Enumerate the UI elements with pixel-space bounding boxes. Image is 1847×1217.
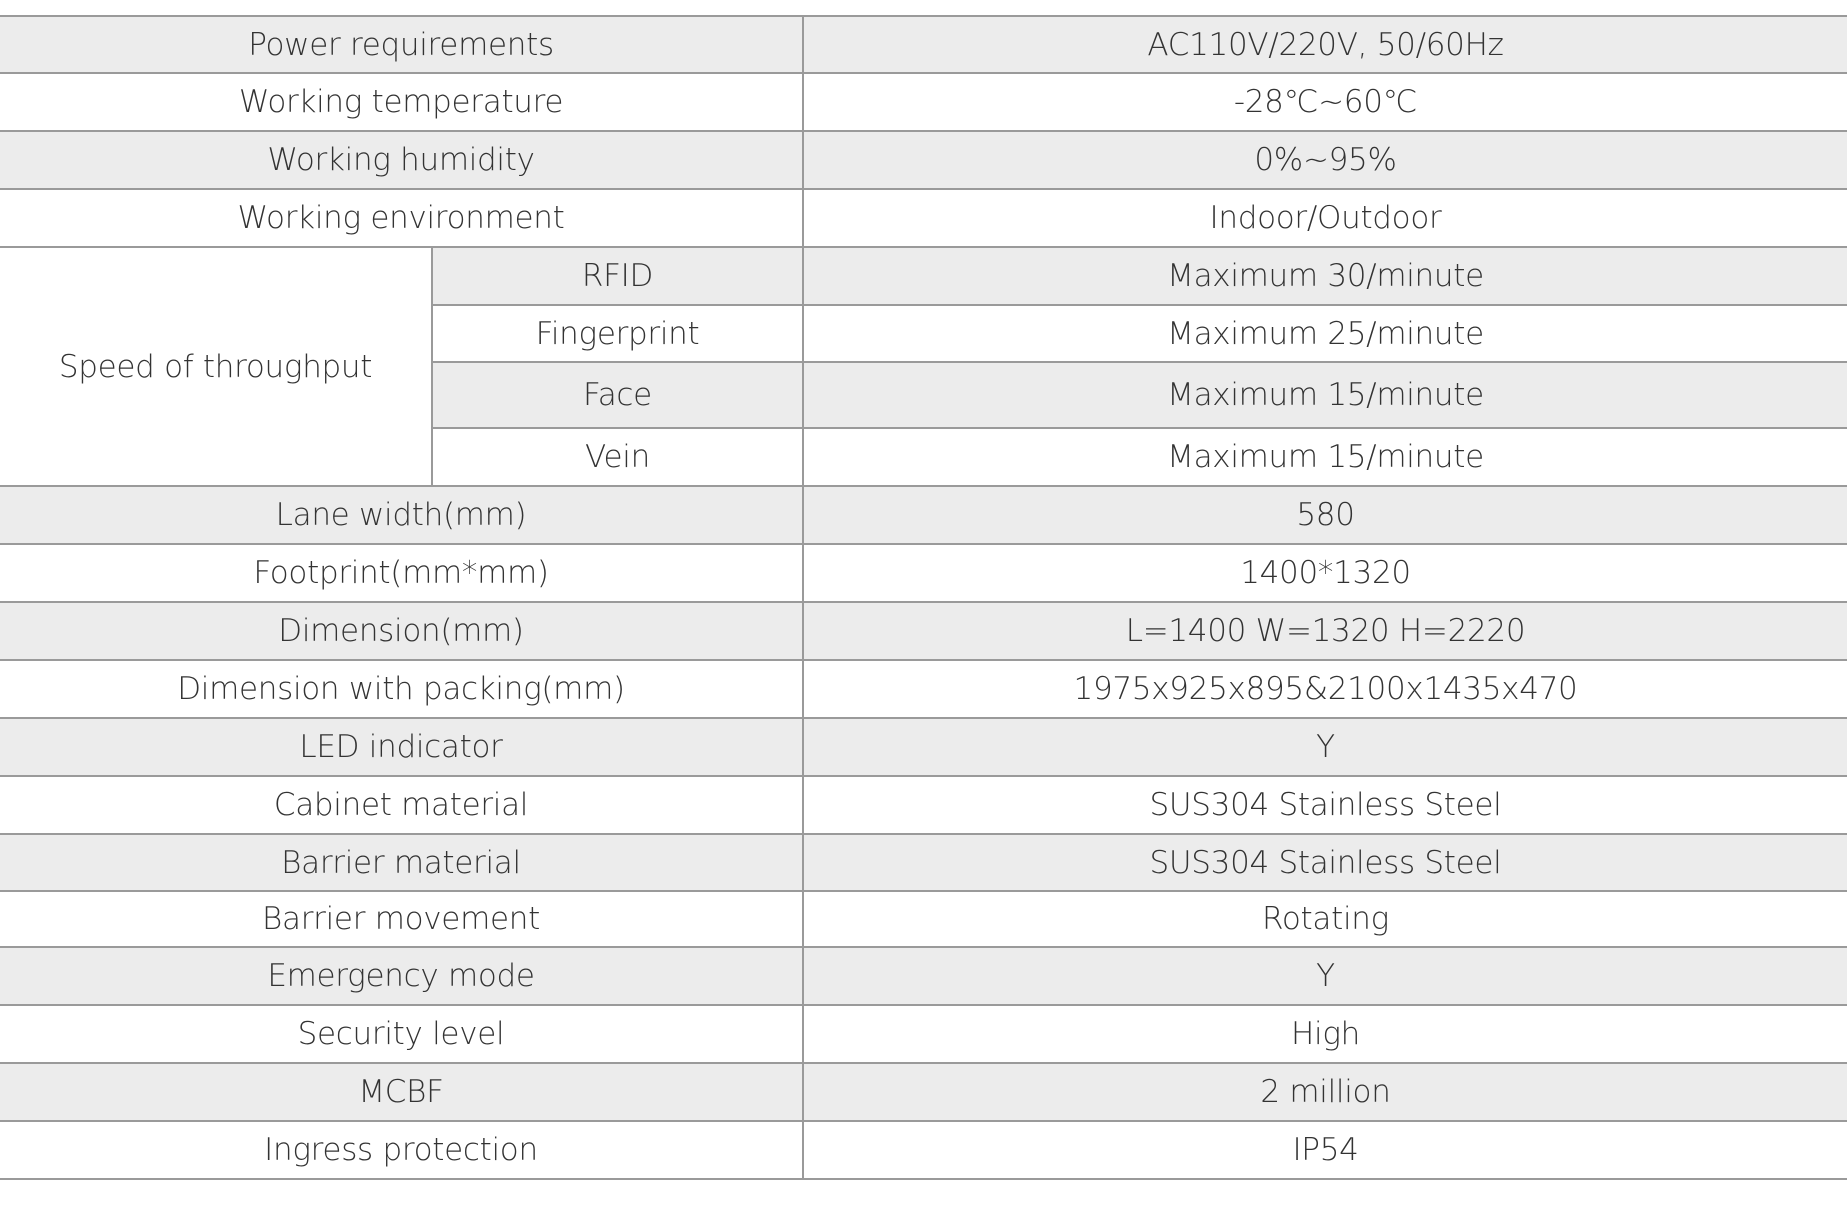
table-row — [0, 16, 1847, 73]
throughput-value: Maximum 30/minute — [803, 247, 1847, 305]
table-row — [0, 131, 1847, 189]
table-row — [0, 247, 1847, 305]
spec-value: L=1400 W=1320 H=2220 — [803, 602, 1847, 660]
throughput-value: Maximum 15/minute — [803, 362, 1847, 428]
throughput-method: Vein — [432, 428, 803, 486]
spec-value: Rotating — [803, 891, 1847, 947]
spec-label: Working humidity — [0, 131, 803, 189]
spec-label: MCBF — [0, 1063, 803, 1121]
table-row — [0, 718, 1847, 776]
spec-value: IP54 — [803, 1121, 1847, 1179]
spec-value: High — [803, 1005, 1847, 1063]
spec-label: Power requirements — [0, 16, 803, 73]
throughput-method: Face — [432, 362, 803, 428]
table-row — [0, 1063, 1847, 1121]
throughput-value: Maximum 25/minute — [803, 305, 1847, 362]
spec-value: 580 — [803, 486, 1847, 544]
spec-value: 0%~95% — [803, 131, 1847, 189]
spec-label: Ingress protection — [0, 1121, 803, 1179]
spec-value: SUS304 Stainless Steel — [803, 776, 1847, 834]
spec-value: Y — [803, 718, 1847, 776]
spec-label: Cabinet material — [0, 776, 803, 834]
table-row — [0, 891, 1847, 947]
table-row — [0, 73, 1847, 131]
spec-label: Dimension(mm) — [0, 602, 803, 660]
spec-value: 1975x925x895&2100x1435x470 — [803, 660, 1847, 718]
table-row — [0, 602, 1847, 660]
throughput-method: Fingerprint — [432, 305, 803, 362]
table-row — [0, 544, 1847, 602]
spec-value: Y — [803, 947, 1847, 1005]
spec-label: Footprint(mm*mm) — [0, 544, 803, 602]
table-row — [0, 1005, 1847, 1063]
throughput-value: Maximum 15/minute — [803, 428, 1847, 486]
table-row — [0, 486, 1847, 544]
spec-label: Working environment — [0, 189, 803, 247]
table-row — [0, 660, 1847, 718]
spec-label: Lane width(mm) — [0, 486, 803, 544]
spec-table — [0, 15, 1847, 1180]
table-row — [0, 776, 1847, 834]
spec-value: Indoor/Outdoor — [803, 189, 1847, 247]
throughput-method: RFID — [432, 247, 803, 305]
spec-value: AC110V/220V, 50/60Hz — [803, 16, 1847, 73]
throughput-label: Speed of throughput — [0, 247, 432, 486]
spec-label: Security level — [0, 1005, 803, 1063]
spec-value: 2 million — [803, 1063, 1847, 1121]
table-row — [0, 189, 1847, 247]
spec-label: Working temperature — [0, 73, 803, 131]
spec-label: Barrier material — [0, 834, 803, 891]
spec-value: -28℃~60℃ — [803, 73, 1847, 131]
spec-label: LED indicator — [0, 718, 803, 776]
spec-label: Dimension with packing(mm) — [0, 660, 803, 718]
spec-label: Emergency mode — [0, 947, 803, 1005]
spec-label: Barrier movement — [0, 891, 803, 947]
spec-value: SUS304 Stainless Steel — [803, 834, 1847, 891]
spec-value: 1400*1320 — [803, 544, 1847, 602]
table-row — [0, 1121, 1847, 1179]
table-row — [0, 834, 1847, 891]
table-row — [0, 947, 1847, 1005]
